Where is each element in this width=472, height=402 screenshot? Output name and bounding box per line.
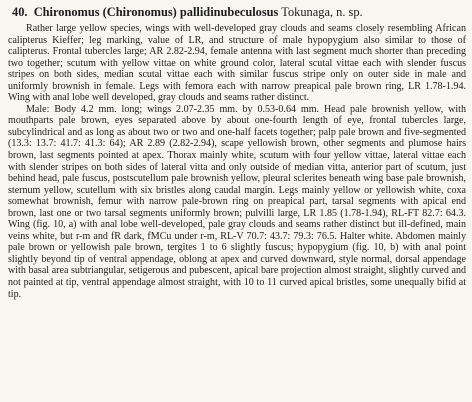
species-name: Chironomus (Chironomus) pallidinubeculosus xyxy=(33,5,279,19)
male-description-paragraph: Male: Body 4.2 mm. long; wings 2.07-2.35 mm. by 0.53-0.64 mm. Head pale brownish yellow, with mouthparts pale brown, eyes separated above by about one-fourth length of eye, frontal tubercles large, subcylindrical and as long as about two or two and one-half facets together; palp pale brown and five-segmented (13.3: 13.7: 41.7: 41.3: 64); AR 2.89 (2.82-2.94), scape yellowish brown, other segments and plumose hairs brown, last segments pointed at apex. Thorax mainly white, scutum with four yellow vittae, lateral vittae each with slender stripes on both sides of lateral vitta and only outside of median vitta, anterior part of scutum, just behind head, pale fuscus, postscutellum pale brownish yellow, pleural sclerites beneath wing base pale brownish, sternum yellow, scutellum with six bristles along caudal margin. Legs mainly yellow or yellowish white, coxa somewhat brownish, femur with narrow pale-brown ring on preapical part, tarsal segments with apical end brown, last one or two tarsal segments uniformly brown; pulvilli large, LR 1.85 (1.78-1.94), RL-FT 82.7: 64.3. Wing (fig. 10, a) with anal lobe well-developed, pale gray clouds and seams rather distinct but ill-defined, main veins white, but r-m and fR dark, fMCu under r-m, RL-V 70.7: 43.7: 79.3: 76.5. Halter white. Abdomen mainly pale brown or yellowish pale brown, tergites 1 to 6 slightly fuscus; hypopygium (fig. 10, b) with anal point slightly beyond tip of ventral appendage, oblong at apex and curved downward, style normal, dorsal appendage with basal area subtriangular, setigerous and pubescent, apical bare projection almost straight, slightly curved and not painted at tip, ventral appendage almost straight, with 10 to 11 curved apical bristles, some unequally bifid at tip. xyxy=(8,103,466,300)
species-heading xyxy=(12,5,466,20)
species-description xyxy=(8,23,466,300)
species-number: 40. xyxy=(12,5,28,19)
species-author: Tokunaga, n. sp. xyxy=(281,5,363,19)
document-page xyxy=(8,0,466,402)
diagnosis-paragraph: Rather large yellow species, wings with well-developed gray clouds and seams closely resembling African calipterus Kieffer; leg marking, value of LR, and structure of male hypopygium also similar to those of calipterus. Frontal tubercles large; AR 2.82-2.94, female antenna with last segment much shorter than preceding two together; scutum with yellow vittae on white ground color, lateral scutal vittae each with slender fuscus stripes on both sides, median scutal vittae each with similar fuscus stripe only on outer side in male and uniformly brownish in female. Legs with femora each with narrow preapical pale brown ring, LR 1.78-1.94. Wing with anal lobe well developed, gray clouds and seams rather distinct. xyxy=(8,23,466,104)
